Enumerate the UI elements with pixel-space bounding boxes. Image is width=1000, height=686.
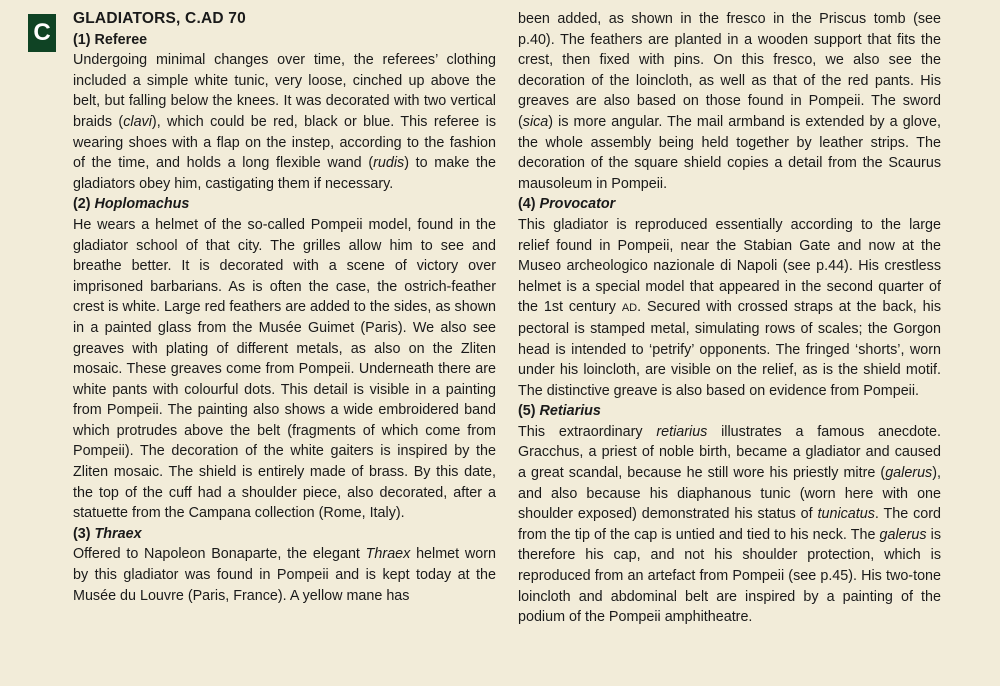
text-run: This gladiator is reproduced essentially according to the large relief found in Pompeii, near the Stabian Gate and now at the Museo archeologico nazionale di Napoli (see p.44). His crestless helmet is a special model that appeared in the second quarter of the 1st century (518, 216, 941, 316)
text-run: This extraordinary (518, 423, 657, 440)
section-number: (2) (73, 196, 91, 213)
text-run-italic: galerus (879, 526, 927, 543)
text-run: ) to make the gladiators obey him, castigating them if necessary. (73, 155, 496, 192)
section-body-referee (73, 50, 496, 194)
text-run: ), and also because his diaphanous tunic (worn here with one shoulder exposed) demonstrated his status of (518, 465, 941, 523)
text-run-italic: clavi (123, 113, 152, 130)
section-heading-hoplomachus (73, 194, 496, 215)
text-run-italic: sica (522, 113, 549, 130)
section-number: (3) (73, 525, 91, 542)
text-run: Offered to Napoleon Bonaparte, the elegant (73, 546, 366, 563)
section-name: Hoplomachus (94, 196, 190, 213)
text-run: is therefore his cap, and not his shoulder protection, which is reproduced from an artefact from Pompeii (see p.45). His two-tone loincloth and abdominal belt are inspired by a painting of the podium of the Pompeii amphitheatre. (518, 526, 942, 626)
text-run: Undergoing minimal changes over time, the referees’ clothing included a simple white tunic, very loose, cinched up above the belt, but falling below the knees. It was decorated with two vertical braids ( (73, 52, 496, 130)
section-body-provocator (518, 215, 941, 401)
text-run-smallcaps: AD (621, 302, 638, 315)
section-body-thraex-start (73, 544, 496, 606)
section-name: Retiarius (539, 403, 601, 420)
plate-title: GLADIATORS, C.AD 70 (73, 10, 246, 27)
text-run-italic: tunicatus (817, 506, 875, 523)
section-heading-thraex (73, 524, 496, 545)
column-right (518, 9, 941, 628)
text-run-italic: retiarius (656, 423, 708, 440)
section-body-thraex-continued (518, 9, 941, 194)
text-run-italic: Thraex (365, 546, 411, 563)
section-number: (5) (518, 403, 536, 420)
section-body-retiarius (518, 422, 941, 628)
section-heading-provocator (518, 194, 941, 215)
text-run: been added, as shown in the fresco in the Priscus tomb (see p.40). The feathers are planted in a wooden support that fits the crest, then fixed with pins. On this fresco, we also see the decoration of the loincloth, as well as that of the red pants. His greaves are also based on those found in Pompeii. The sword ( (518, 11, 941, 130)
section-heading-retiarius (518, 401, 941, 422)
section-heading-referee (73, 30, 496, 51)
section-badge: C (28, 14, 56, 52)
text-run: ), which could be red, black or blue. This referee is wearing shoes with a flap on the instep, according to the fashion of the time, and holds a long flexible wand ( (73, 113, 496, 172)
text-run: illustrates a famous anecdote. Gracchus, a priest of noble birth, became a gladiator and caused a great scandal, because he still wore his priestly mitre ( (518, 423, 942, 482)
text-run-italic: rudis (373, 155, 405, 172)
text-run: . Secured with crossed straps at the back, his pectoral is stamped metal, simulating rows of scales; the Gorgon head is intended to ‘petrify’ opponents. The fringed ‘shorts’, worn under his loincloth, are visible on the relief, as is the shield motif. The distinctive greave is also based on evidence from Pompeii. (518, 299, 941, 399)
section-number: (4) (518, 196, 536, 213)
text-run: He wears a helmet of the so-called Pompeii model, found in the gladiator school of that city. The grilles allow him to see and breathe better. It is decorated with a scene of victory over imprisoned barbarians. As is often the case, the ostrich-feather crest is white. Large red feathers are added to the sides, as shown in a painted glass from the Musée Guimet (Paris). We also see greaves with plating of different metals, as also on the Zliten mosaic. These greaves come from Pompeii. Underneath there are white pants with colourful dots. This detail is visible in a painting from Pompeii. The painting also shows a wide embroidered band which protrudes above the belt (fragments of which come from Pompeii). The decoration of the white gaiters is inspired by the Zliten mosaic. The shield is entirely made of brass. By this date, the top of the cuff had a shoulder piece, also decorated, after a statuette from the Campana collection (Rome, Italy). (73, 216, 496, 522)
section-name: Referee (94, 31, 148, 48)
section-name: Thraex (94, 525, 142, 542)
section-name: Provocator (539, 196, 616, 213)
column-left (73, 9, 496, 606)
text-run: helmet worn by this gladiator was found in Pompeii and is kept today at the Musée du Louvre (Paris, France). A yellow mane has (73, 546, 496, 604)
text-run-italic: galerus (885, 465, 933, 482)
text-run: . The cord from the tip of the cap is untied and tied to his neck. The (518, 506, 941, 543)
text-run: ) is more angular. The mail armband is extended by a glove, the whole assembly being held together by leather strips. The decoration of the square shield copies a detail from the Scaurus mausoleum in Pompeii. (518, 113, 941, 192)
section-number: (1) (73, 31, 91, 48)
section-body-hoplomachus (73, 215, 496, 524)
